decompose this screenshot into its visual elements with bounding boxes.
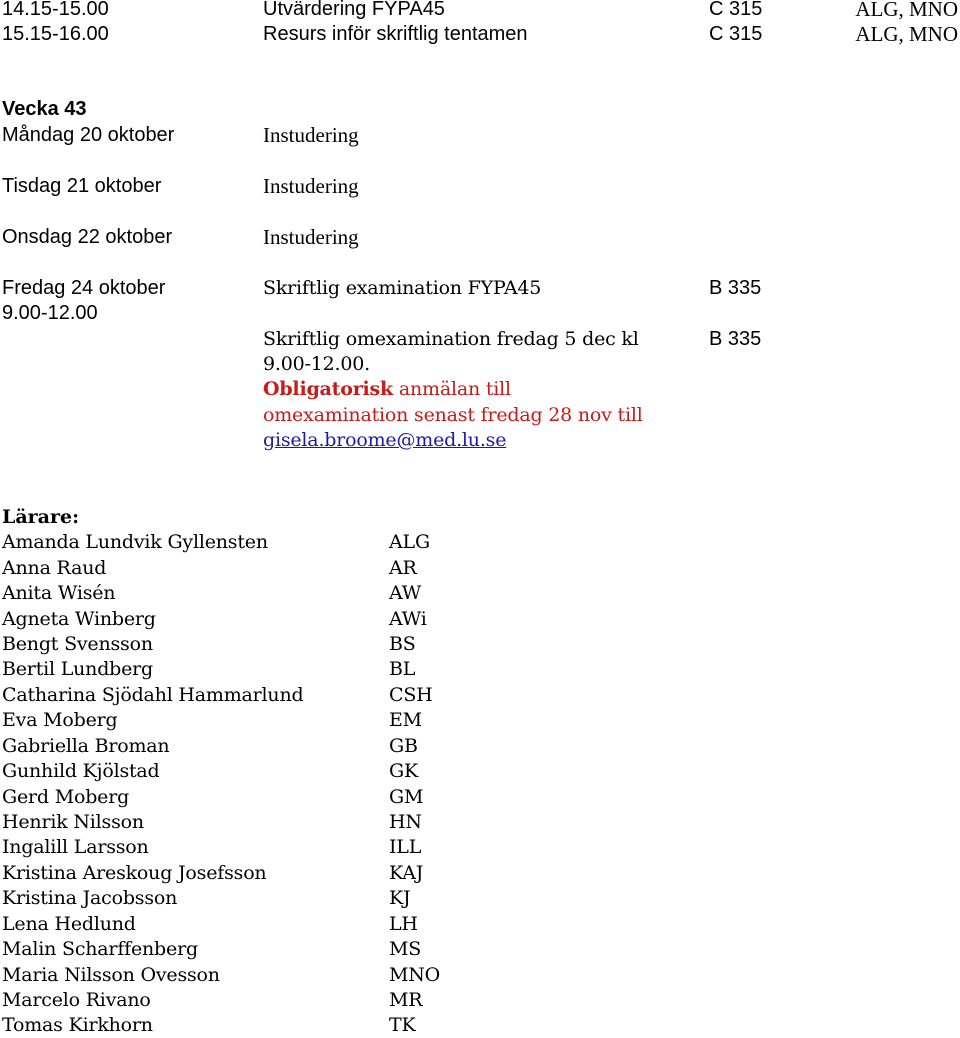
schedule-row-teachers: ALG, MNO [855,0,958,21]
week-day-activity: Instudering [263,123,359,147]
schedule-row-activity: Utvärdering FYPA45 [263,0,445,20]
teacher-code: GB [389,735,418,757]
reexam-line2: 9.00-12.00. [263,353,370,375]
teacher-name: Maria Nilsson Ovesson [2,964,220,986]
teachers-title: Lärare: [2,506,80,528]
reexam-notice-rest: anmälan till [393,378,511,400]
teacher-code: GK [389,760,418,782]
teacher-name: Tomas Kirkhorn [2,1014,153,1036]
exam-day: Fredag 24 oktober [2,277,166,299]
week-day-activity: Instudering [263,225,359,249]
week-day: Onsdag 22 oktober [2,226,173,248]
teacher-code: BL [389,658,416,680]
teacher-code: AW [389,582,422,604]
reexam-line1: Skriftlig omexamination fredag 5 dec kl [263,328,639,350]
teacher-code: BS [389,633,416,655]
reexam-notice-bold: Obligatorisk [263,378,394,400]
teacher-name: Kristina Jacobsson [2,887,178,909]
teacher-code: ILL [389,836,422,858]
teacher-name: Bertil Lundberg [2,658,154,680]
teacher-code: AWi [389,608,427,630]
email-link[interactable]: gisela.broome@med.lu.se [263,429,507,451]
schedule-row-time: 14.15-15.00 [2,0,109,20]
teacher-name: Gunhild Kjölstad [2,760,160,782]
teacher-name: Eva Moberg [2,709,118,731]
teacher-name: Catharina Sjödahl Hammarlund [2,684,304,706]
schedule-row-room: C 315 [709,0,763,20]
schedule-row-teachers: ALG, MNO [855,22,958,46]
week-day: Måndag 20 oktober [2,124,175,146]
teacher-code: LH [389,913,418,935]
teacher-name: Gerd Moberg [2,786,130,808]
reexam-notice-line2: omexamination senast fredag 28 nov till [263,404,643,426]
teacher-name: Malin Scharffenberg [2,938,198,960]
teacher-name: Ingalill Larsson [2,836,149,858]
teacher-code: MS [389,938,422,960]
teacher-name: Amanda Lundvik Gyllensten [2,531,268,553]
week-day: Tisdag 21 oktober [2,175,162,197]
teacher-name: Bengt Svensson [2,633,153,655]
reexam-room: B 335 [709,328,762,350]
teacher-name: Anita Wisén [2,582,116,604]
teacher-code: KAJ [389,862,424,884]
week-day-activity: Instudering [263,174,359,198]
teacher-name: Henrik Nilsson [2,811,144,833]
week-title: Vecka 43 [2,98,87,120]
teacher-code: HN [389,811,422,833]
teacher-name: Agneta Winberg [2,608,156,630]
teacher-code: EM [389,709,422,731]
teacher-code: MR [389,989,423,1011]
teacher-name: Anna Raud [2,557,107,579]
teacher-code: TK [389,1014,416,1036]
teacher-code: GM [389,786,424,808]
reexam-notice [263,377,511,402]
teacher-name: Lena Hedlund [2,913,136,935]
teacher-name: Kristina Areskoug Josefsson [2,862,267,884]
teacher-code: AR [389,557,417,579]
schedule-row-time: 15.15-16.00 [2,23,109,45]
teacher-code: ALG [389,531,430,553]
schedule-row-room: C 315 [709,23,763,45]
exam-room: B 335 [709,277,762,299]
teacher-code: CSH [389,684,433,706]
teacher-name: Marcelo Rivano [2,989,151,1011]
schedule-row-activity: Resurs inför skriftlig tentamen [263,23,528,45]
exam-time: 9.00-12.00 [2,302,98,324]
teacher-code: KJ [389,887,411,909]
teacher-name: Gabriella Broman [2,735,170,757]
teacher-code: MNO [389,964,441,986]
exam-activity: Skriftlig examination FYPA45 [263,277,542,299]
